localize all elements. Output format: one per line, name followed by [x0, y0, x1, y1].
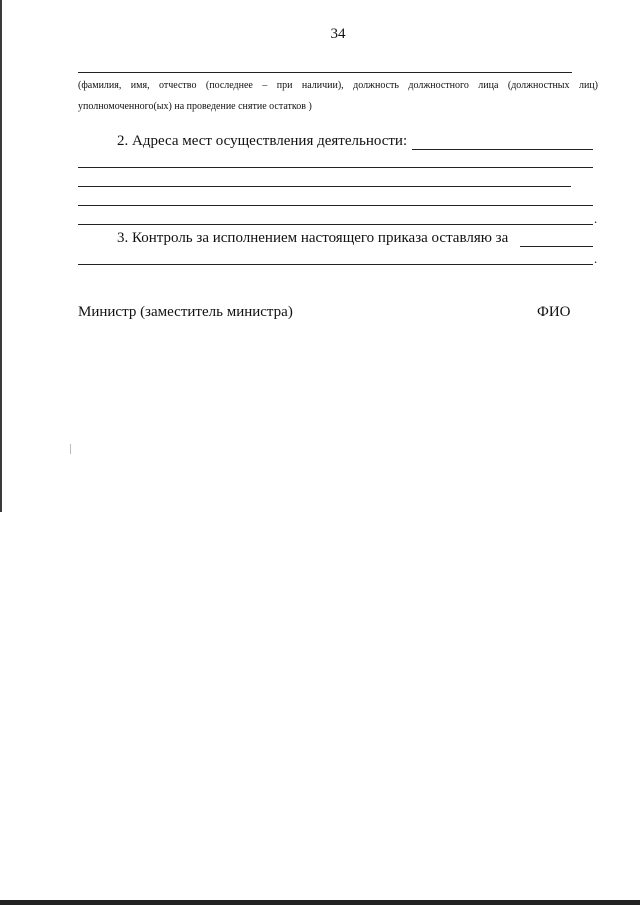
page-number: 34 — [330, 26, 346, 42]
stray-mark — [70, 444, 71, 454]
field-caption-line-2: уполномоченного(ых) на проведение снятие остатков ) — [78, 101, 312, 112]
section-3-end-mark: . — [594, 251, 598, 266]
signature-name: ФИО — [537, 304, 571, 320]
signature-title: Министр (заместитель министра) — [78, 304, 293, 320]
fill-line-addresses-2[interactable] — [78, 186, 571, 187]
section-2-heading: 2. Адреса мест осуществления деятельности: — [117, 133, 408, 149]
fill-line-addresses-1[interactable] — [78, 167, 593, 168]
field-caption-line-1: (фамилия, имя, отчество (последнее – при наличии), должность должностного лица (должностных лиц) — [78, 80, 598, 91]
scan-edge-bottom — [0, 900, 640, 905]
fill-line-addresses-3[interactable] — [78, 205, 593, 206]
fill-line-addresses-inline[interactable] — [412, 149, 593, 150]
fill-line-addresses-4[interactable] — [78, 224, 593, 225]
fill-line-control-inline[interactable] — [520, 246, 593, 247]
section-2-end-mark: . — [594, 211, 598, 226]
section-3-heading: 3. Контроль за исполнением настоящего приказа оставляю за — [117, 230, 509, 246]
scan-edge-left — [0, 0, 2, 512]
fill-line-responsible-person[interactable] — [78, 72, 572, 73]
fill-line-control-1[interactable] — [78, 264, 593, 265]
